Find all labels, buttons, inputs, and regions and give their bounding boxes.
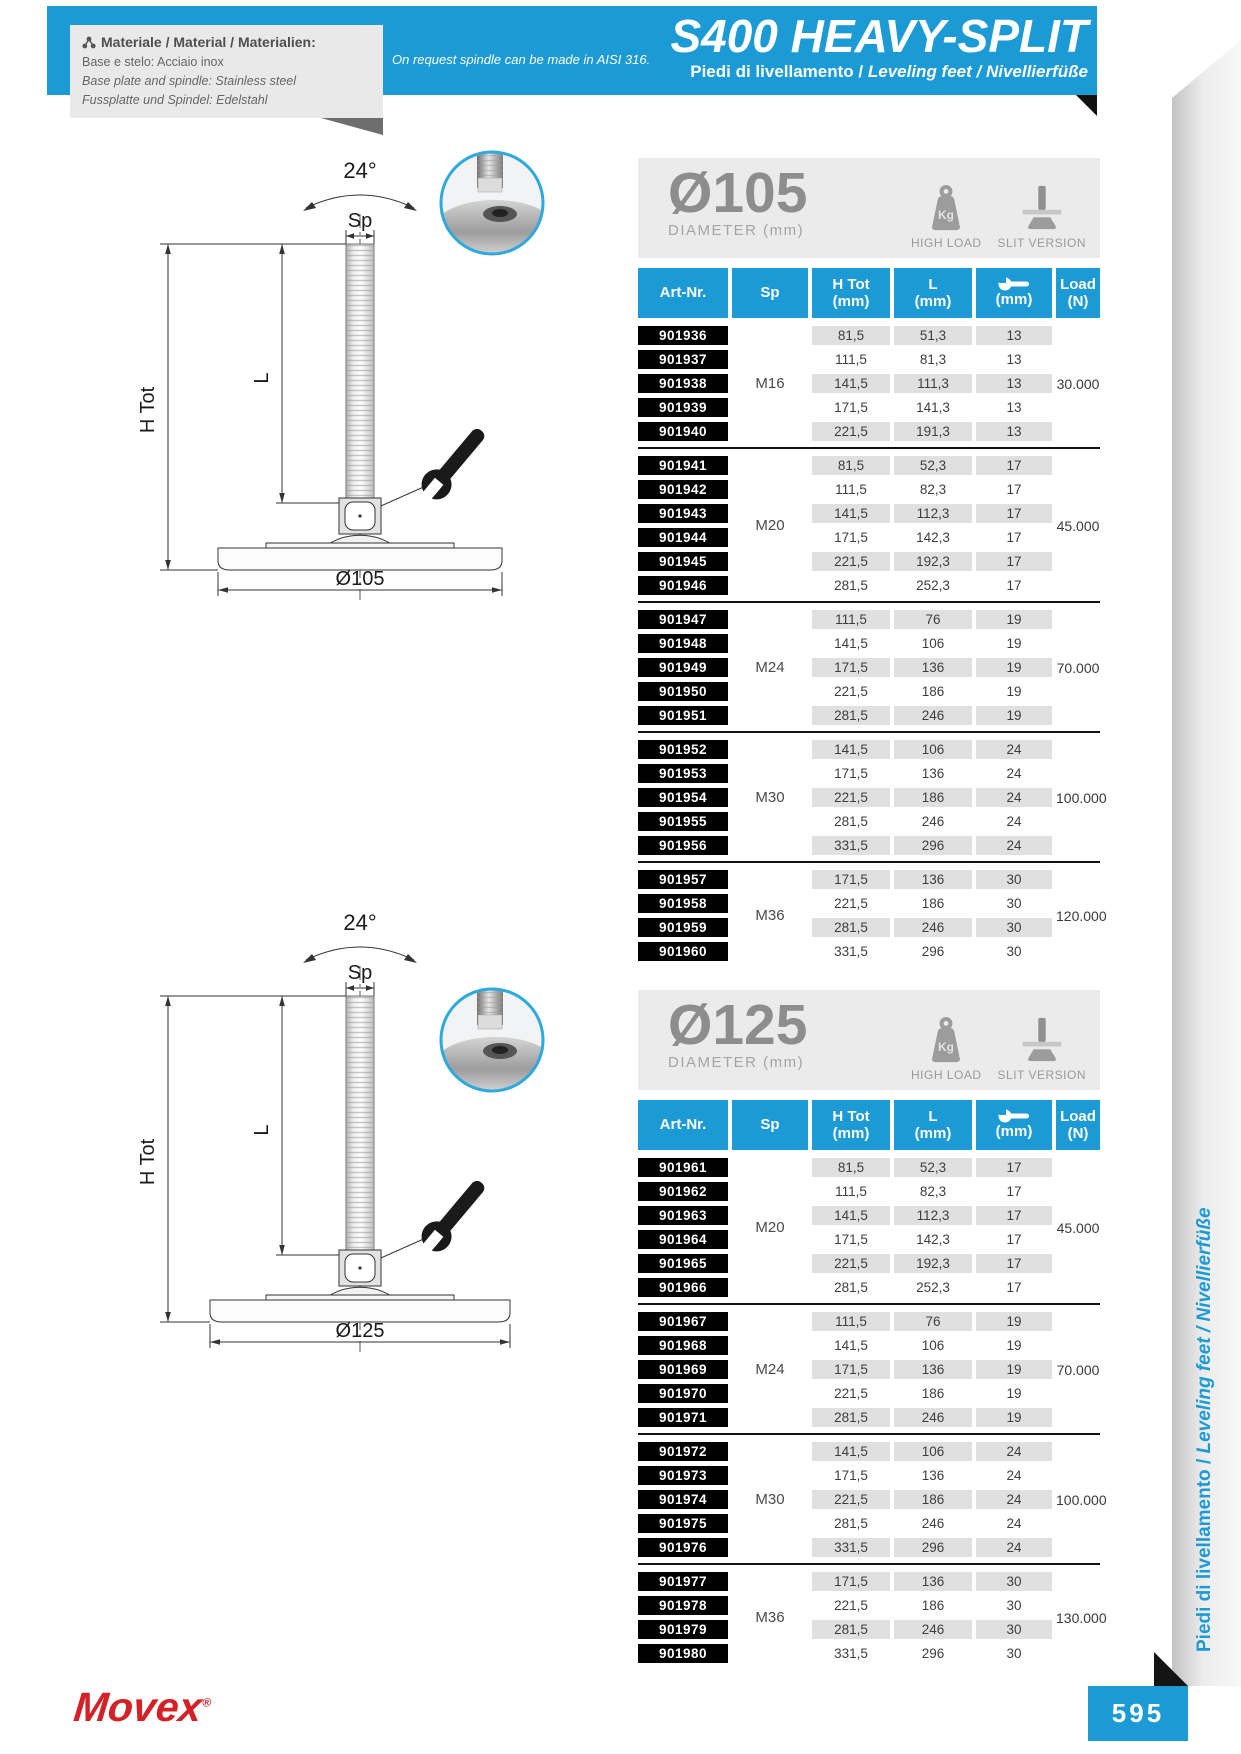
material-line-en: Base plate and spindle: Stainless steel (82, 73, 297, 88)
cell-load: 130.000 (1056, 1609, 1107, 1626)
art-number-badge: 901957 (638, 870, 728, 889)
cell-wrench-size: 17 (976, 552, 1052, 571)
cell-htot: 111,5 (812, 1312, 890, 1331)
cell-wrench-size: 30 (1006, 944, 1022, 959)
molecule-icon (82, 36, 96, 49)
cell-wrench-size: 17 (1006, 578, 1022, 593)
cell-htot: 171,5 (812, 1360, 890, 1379)
cell-load: 45.000 (1056, 517, 1100, 534)
col-htot: H Tot (mm) (812, 268, 890, 318)
art-number-badge: 901945 (638, 552, 728, 571)
cell-htot: 81,5 (812, 456, 890, 475)
slit-foot-icon (1019, 1015, 1065, 1065)
diameter-block (668, 161, 808, 250)
cell-wrench-size: 19 (976, 610, 1052, 629)
cell-wrench-size: 17 (976, 1206, 1052, 1225)
art-number-badge: 901952 (638, 740, 728, 759)
sidebar-vertical-title: Piedi di livellamento / Leveling feet / Nivellierfüße (1194, 1207, 1215, 1652)
material-info-box (70, 25, 383, 118)
cell-l: 52,3 (894, 1158, 972, 1177)
cell-htot: 171,5 (834, 400, 868, 415)
cell-wrench-size: 24 (1006, 766, 1022, 781)
table-125 (638, 1158, 1107, 1663)
cell-wrench-size: 13 (1006, 352, 1022, 367)
cell-sp: M16 (755, 375, 785, 392)
cell-wrench-size: 24 (976, 836, 1052, 855)
art-number-badge: 901951 (638, 706, 728, 725)
cell-wrench-size: 13 (1006, 400, 1022, 415)
cell-l: 246 (894, 1620, 972, 1639)
col-wrench-size: (mm) (976, 268, 1052, 318)
cell-l: 186 (894, 788, 972, 807)
cell-wrench-size: 13 (976, 422, 1052, 441)
cell-l: 106 (921, 1338, 945, 1353)
cell-htot: 281,5 (812, 1620, 890, 1639)
group-separator (638, 731, 1100, 733)
cell-sp: M20 (755, 1219, 785, 1236)
slit-version-badge (998, 183, 1086, 250)
cell-htot: 281,5 (812, 1408, 890, 1427)
series-subtitle: Piedi di livellamento / Leveling feet / Nivellierfüße (690, 62, 1088, 81)
cell-wrench-size: 19 (976, 1360, 1052, 1379)
cell-wrench-size: 24 (976, 1490, 1052, 1509)
material-box-shadow (321, 118, 383, 135)
art-number-badge: 901940 (638, 422, 728, 441)
cell-htot: 171,5 (834, 1232, 868, 1247)
art-number-badge: 901950 (638, 682, 728, 701)
height-label: H Tot (137, 386, 159, 434)
cell-load: 45.000 (1056, 1219, 1100, 1236)
cell-htot: 141,5 (834, 636, 868, 651)
art-number-badge: 901960 (638, 942, 728, 961)
cell-load: 120.000 (1056, 907, 1107, 924)
length-label: L (251, 372, 273, 384)
cell-load: 70.000 (1056, 659, 1100, 676)
cell-l: 106 (894, 1442, 972, 1461)
product-photo-105 (437, 148, 547, 258)
cell-wrench-size: 24 (1006, 1516, 1022, 1531)
cell-htot: 331,5 (812, 836, 890, 855)
spindle-group-M36 (638, 870, 1107, 961)
cell-l: 82,3 (919, 482, 947, 497)
cell-wrench-size: 17 (976, 504, 1052, 523)
page-number: 595 (1088, 1686, 1188, 1741)
cell-wrench-size: 17 (1006, 530, 1022, 545)
cell-htot: 171,5 (812, 658, 890, 677)
cell-htot: 141,5 (812, 740, 890, 759)
kg-weight-icon (923, 183, 969, 233)
cell-l: 246 (921, 814, 945, 829)
cell-l: 191,3 (894, 422, 972, 441)
cell-wrench-size: 24 (976, 788, 1052, 807)
cell-l: 246 (921, 1516, 945, 1531)
cell-l: 246 (894, 1408, 972, 1427)
height-label: H Tot (137, 1138, 159, 1186)
slit-version-label: SLIT VERSION (997, 236, 1086, 250)
slit-version-badge (998, 1015, 1086, 1082)
cell-l: 76 (894, 1312, 972, 1331)
art-number-badge: 901956 (638, 836, 728, 855)
spindle-group-M30 (638, 1442, 1107, 1557)
page-title (600, 10, 1088, 82)
art-number-badge: 901943 (638, 504, 728, 523)
cell-wrench-size: 24 (976, 1442, 1052, 1461)
art-number-badge: 901971 (638, 1408, 728, 1427)
high-load-badge (911, 183, 982, 250)
cell-htot: 281,5 (834, 1280, 868, 1295)
art-number-badge: 901938 (638, 374, 728, 393)
cell-l: 76 (894, 610, 972, 629)
cell-htot: 281,5 (812, 706, 890, 725)
cell-htot: 171,5 (834, 766, 868, 781)
high-load-label: HIGH LOAD (911, 1068, 982, 1082)
cell-l: 296 (894, 1538, 972, 1557)
material-title (82, 34, 371, 50)
wrench-header-icon (997, 277, 1031, 291)
cell-l: 112,3 (894, 504, 972, 523)
cell-load: 100.000 (1056, 1491, 1107, 1508)
cell-htot: 221,5 (812, 552, 890, 571)
registered-mark: ® (201, 1695, 212, 1710)
spindle-group-M30 (638, 740, 1107, 855)
cell-htot: 281,5 (812, 918, 890, 937)
cell-wrench-size: 19 (976, 1408, 1052, 1427)
cell-wrench-size: 17 (1006, 482, 1022, 497)
wrench-icon (411, 1173, 493, 1263)
cell-load: 100.000 (1056, 789, 1107, 806)
cell-htot: 111,5 (835, 482, 867, 497)
cell-wrench-size: 19 (1006, 1338, 1022, 1353)
cell-wrench-size: 24 (976, 740, 1052, 759)
slit-foot-icon (1019, 183, 1065, 233)
cell-htot: 81,5 (812, 1158, 890, 1177)
cell-htot: 171,5 (812, 1572, 890, 1591)
product-photo-125 (437, 985, 547, 1095)
cell-l: 246 (894, 706, 972, 725)
cell-sp: M30 (755, 789, 785, 806)
cell-l: 136 (894, 1360, 972, 1379)
cell-htot: 141,5 (812, 1442, 890, 1461)
art-number-badge: 901949 (638, 658, 728, 677)
cell-l: 106 (921, 636, 945, 651)
cell-wrench-size: 19 (976, 706, 1052, 725)
cell-wrench-size: 17 (976, 1254, 1052, 1273)
group-separator (638, 1563, 1100, 1565)
group-separator (638, 601, 1100, 603)
art-number-badge: 901970 (638, 1384, 728, 1403)
cell-wrench-size: 30 (976, 918, 1052, 937)
section-header-105 (638, 158, 1100, 258)
cell-l: 252,3 (916, 1280, 950, 1295)
cell-wrench-size: 24 (976, 1538, 1052, 1557)
cell-wrench-size: 24 (1006, 814, 1022, 829)
art-number-badge: 901975 (638, 1514, 728, 1533)
col-art-nr: Art-Nr. (638, 1100, 728, 1150)
cell-l: 136 (894, 1572, 972, 1591)
cell-htot: 171,5 (834, 1468, 868, 1483)
cell-htot: 281,5 (834, 1516, 868, 1531)
spindle-group-M24 (638, 610, 1100, 725)
art-number-badge: 901937 (638, 350, 728, 369)
material-title-text: Materiale / Material / Materialien: (101, 34, 316, 50)
slit-version-label: SLIT VERSION (997, 1068, 1086, 1082)
spindle-group-M16 (638, 326, 1100, 441)
art-number-badge: 901968 (638, 1336, 728, 1355)
table-header-125 (638, 1100, 1100, 1150)
art-number-badge: 901976 (638, 1538, 728, 1557)
art-number-badge: 901978 (638, 1596, 728, 1615)
cell-l: 186 (921, 1598, 945, 1613)
length-label: L (251, 1124, 273, 1136)
cell-sp: M30 (755, 1491, 785, 1508)
cell-sp: M24 (755, 1361, 785, 1378)
cell-wrench-size: 17 (976, 1158, 1052, 1177)
cell-htot: 221,5 (812, 788, 890, 807)
cell-htot: 281,5 (834, 814, 868, 829)
cell-wrench-size: 17 (1006, 1184, 1022, 1199)
cell-htot: 221,5 (812, 422, 890, 441)
cell-htot: 221,5 (834, 1598, 868, 1613)
cell-htot: 111,5 (835, 1184, 867, 1199)
cell-l: 111,3 (894, 374, 972, 393)
col-wrench-size: (mm) (976, 1100, 1052, 1150)
high-load-label: HIGH LOAD (911, 236, 982, 250)
angle-label: 24° (343, 910, 377, 935)
art-number-badge: 901980 (638, 1644, 728, 1663)
cell-htot: 221,5 (812, 1254, 890, 1273)
art-number-badge: 901947 (638, 610, 728, 629)
art-number-badge: 901955 (638, 812, 728, 831)
art-number-badge: 901979 (638, 1620, 728, 1639)
art-number-badge: 901946 (638, 576, 728, 595)
cell-l: 51,3 (894, 326, 972, 345)
art-number-badge: 901974 (638, 1490, 728, 1509)
art-number-badge: 901941 (638, 456, 728, 475)
cell-wrench-size: 30 (976, 1620, 1052, 1639)
col-htot: H Tot (mm) (812, 1100, 890, 1150)
cell-htot: 141,5 (812, 1206, 890, 1225)
cell-l: 81,3 (919, 352, 947, 367)
cell-l: 82,3 (919, 1184, 947, 1199)
spindle-group-M20 (638, 1158, 1100, 1297)
series-title: S400 HEAVY-SPLIT (670, 10, 1088, 62)
diameter-caption: DIAMETER (mm) (668, 1054, 805, 1072)
art-number-badge: 901965 (638, 1254, 728, 1273)
cell-htot: 221,5 (812, 1490, 890, 1509)
cell-sp: M36 (755, 907, 785, 924)
technical-drawing-125 (60, 900, 560, 1360)
sp-label: Sp (347, 962, 373, 984)
section-header-125 (638, 990, 1100, 1090)
cell-l: 186 (921, 684, 945, 699)
cell-htot: 221,5 (834, 896, 868, 911)
cell-wrench-size: 30 (1006, 1646, 1022, 1661)
wrench-header-icon (997, 1109, 1031, 1123)
col-sp: Sp (732, 1100, 808, 1150)
cell-l: 296 (921, 1646, 945, 1661)
cell-htot: 171,5 (812, 870, 890, 889)
cell-l: 136 (894, 870, 972, 889)
cell-load: 30.000 (1056, 375, 1100, 392)
diameter-label: Ø105 (335, 568, 385, 590)
cell-htot: 141,5 (834, 1338, 868, 1353)
spindle-group-M36 (638, 1572, 1107, 1663)
sidebar-corner-fold (1154, 1652, 1188, 1686)
diameter-value: Ø105 (668, 161, 808, 225)
cell-htot: 141,5 (812, 504, 890, 523)
art-number-badge: 901959 (638, 918, 728, 937)
cell-wrench-size: 19 (1006, 1386, 1022, 1401)
cell-l: 296 (894, 836, 972, 855)
spindle-group-M24 (638, 1312, 1100, 1427)
art-number-badge: 901953 (638, 764, 728, 783)
cell-l: 192,3 (894, 552, 972, 571)
cell-l: 141,3 (916, 400, 950, 415)
diameter-caption: DIAMETER (mm) (668, 222, 805, 240)
art-number-badge: 901944 (638, 528, 728, 547)
material-line-it: Base e stelo: Acciaio inox (82, 55, 224, 69)
cell-wrench-size: 30 (1006, 1598, 1022, 1613)
cell-l: 142,3 (916, 530, 950, 545)
svg-text:Kg: Kg (938, 208, 955, 223)
cell-wrench-size: 30 (1006, 896, 1022, 911)
art-number-badge: 901939 (638, 398, 728, 417)
cell-l: 106 (894, 740, 972, 759)
cell-wrench-size: 30 (976, 1572, 1052, 1591)
group-separator (638, 1303, 1100, 1305)
foot-base (210, 1300, 510, 1322)
cell-wrench-size: 19 (976, 1312, 1052, 1331)
material-line-de: Fussplatte und Spindel: Edelstahl (82, 92, 268, 107)
svg-text:Kg: Kg (938, 1040, 955, 1055)
angle-label: 24° (343, 158, 377, 183)
col-l: L (mm) (894, 268, 972, 318)
high-load-badge (911, 1015, 982, 1082)
brand-logo: Movex® (71, 1684, 212, 1730)
art-number-badge: 901954 (638, 788, 728, 807)
group-separator (638, 1433, 1100, 1435)
cell-l: 136 (894, 658, 972, 677)
foot-base (218, 548, 502, 570)
col-l: L (mm) (894, 1100, 972, 1150)
cell-htot: 111,5 (812, 610, 890, 629)
col-sp: Sp (732, 268, 808, 318)
cell-htot: 331,5 (812, 1538, 890, 1557)
cell-wrench-size: 19 (1006, 636, 1022, 651)
cell-l: 112,3 (894, 1206, 972, 1225)
cell-htot: 221,5 (834, 1386, 868, 1401)
cell-wrench-size: 17 (1006, 1280, 1022, 1295)
cell-htot: 281,5 (834, 578, 868, 593)
cell-l: 252,3 (916, 578, 950, 593)
col-load: Load (N) (1056, 1100, 1100, 1150)
cell-wrench-size: 13 (976, 374, 1052, 393)
art-number-badge: 901936 (638, 326, 728, 345)
diameter-value: Ø125 (668, 993, 808, 1057)
group-separator (638, 447, 1100, 449)
spindle-group-M20 (638, 456, 1100, 595)
cell-l: 186 (894, 1490, 972, 1509)
art-number-badge: 901963 (638, 1206, 728, 1225)
cell-l: 246 (894, 918, 972, 937)
col-load: Load (N) (1056, 268, 1100, 318)
art-number-badge: 901973 (638, 1466, 728, 1485)
cell-htot: 331,5 (834, 1646, 868, 1661)
cell-htot: 111,5 (835, 352, 867, 367)
cell-l: 186 (921, 896, 945, 911)
art-number-badge: 901966 (638, 1278, 728, 1297)
cell-htot: 141,5 (812, 374, 890, 393)
cell-htot: 331,5 (834, 944, 868, 959)
cell-sp: M20 (755, 517, 785, 534)
cell-htot: 81,5 (812, 326, 890, 345)
cell-wrench-size: 30 (976, 870, 1052, 889)
art-number-badge: 901969 (638, 1360, 728, 1379)
sp-label: Sp (347, 210, 373, 232)
group-separator (638, 861, 1100, 863)
art-number-badge: 901977 (638, 1572, 728, 1591)
cell-htot: 171,5 (834, 530, 868, 545)
cell-sp: M24 (755, 659, 785, 676)
art-number-badge: 901962 (638, 1182, 728, 1201)
cell-wrench-size: 17 (976, 456, 1052, 475)
aisi-note: On request spindle can be made in AISI 316. (392, 52, 651, 67)
cell-l: 52,3 (894, 456, 972, 475)
col-art-nr: Art-Nr. (638, 268, 728, 318)
cell-l: 136 (921, 1468, 945, 1483)
diameter-block (668, 993, 808, 1082)
art-number-badge: 901948 (638, 634, 728, 653)
cell-wrench-size: 19 (976, 658, 1052, 677)
diameter-label: Ø125 (335, 1320, 385, 1342)
cell-l: 296 (921, 944, 945, 959)
art-number-badge: 901964 (638, 1230, 728, 1249)
cell-wrench-size: 19 (1006, 684, 1022, 699)
wrench-icon (411, 421, 493, 511)
cell-l: 136 (921, 766, 945, 781)
cell-l: 192,3 (894, 1254, 972, 1273)
cell-load: 70.000 (1056, 1361, 1100, 1378)
art-number-badge: 901967 (638, 1312, 728, 1331)
cell-wrench-size: 24 (1006, 1468, 1022, 1483)
art-number-badge: 901961 (638, 1158, 728, 1177)
cell-sp: M36 (755, 1609, 785, 1626)
art-number-badge: 901972 (638, 1442, 728, 1461)
art-number-badge: 901958 (638, 894, 728, 913)
table-105 (638, 326, 1107, 961)
cell-htot: 221,5 (834, 684, 868, 699)
art-number-badge: 901942 (638, 480, 728, 499)
cell-wrench-size: 17 (1006, 1232, 1022, 1247)
header-corner-fold (1076, 95, 1097, 116)
cell-l: 186 (921, 1386, 945, 1401)
cell-wrench-size: 13 (976, 326, 1052, 345)
kg-weight-icon (923, 1015, 969, 1065)
table-header-105 (638, 268, 1100, 318)
cell-l: 142,3 (916, 1232, 950, 1247)
